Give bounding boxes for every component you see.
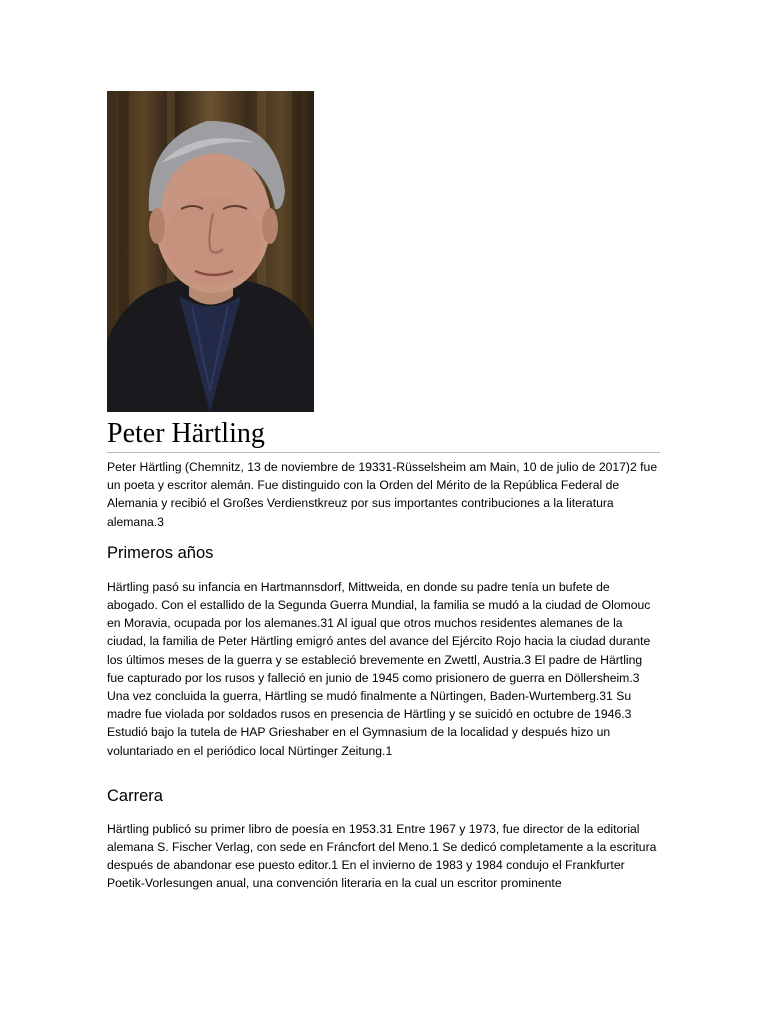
intro-paragraph: Peter Härtling (Chemnitz, 13 de noviembre de 19331-Rüsselsheim am Main, 10 de julio de 2017)2 fue un poeta y escritor alemán. Fue distinguido con la Orden del Mérito de la República Federal de Alemania y recibió el Großes Verdienstkreuz por sus importantes contribuciones a la literatura alemana.3	[107, 460, 658, 529]
section-body-primeros-anos: Härtling pasó su infancia en Hartmannsdorf, Mittweida, en donde su padre tenía un bufete de abogado. Con el estallido de la Segunda Guerra Mundial, la familia se mudó a la ciudad de Olomouc en Moravia, ocupada por los alemanes.31 Al igual que otros muchos residentes alemanes de la ciudad, la familia de Peter Härtling emigró antes del avance del Ejército Rojo hacia la ciudad durante los últimos meses de la guerra y se estableció brevemente en Zwettl, Austria.3 El padre de Härtling fue capturado por los rusos y falleció en junio de 1945 como prisionero de guerra en Döllersheim.3 Una vez concluida la guerra, Härtling se mudó finalmente a Nürtingen, Baden-Wurtemberg.31 Su madre fue violada por soldados rusos en presencia de Härtling y se suicidó en octubre de 1946.3 Estudió bajo la tutela de HAP Grieshaber en el Gymnasium de la localidad y después hizo un voluntariado en el periódico local Nürtinger Zeitung.1	[107, 579, 651, 758]
portrait-photo	[107, 91, 314, 412]
page-title: Peter Härtling	[107, 418, 660, 453]
section-heading-primeros-anos: Primeros años	[107, 543, 214, 562]
portrait-illustration	[107, 91, 314, 412]
section-body-carrera: Härtling publicó su primer libro de poesía en 1953.31 Entre 1967 y 1973, fue director de la editorial alemana S. Fischer Verlag, con sede en Fráncfort del Meno.1 Se dedicó completamente a la escritura después de abandonar ese puesto editor.1 En el invierno de 1983 y 1984 condujo el Frankfurter Poetik-Vorlesungen anual, una convención literaria en la cual un escritor prominente	[107, 821, 657, 891]
article	[107, 91, 660, 893]
section-heading-carrera: Carrera	[107, 786, 163, 805]
